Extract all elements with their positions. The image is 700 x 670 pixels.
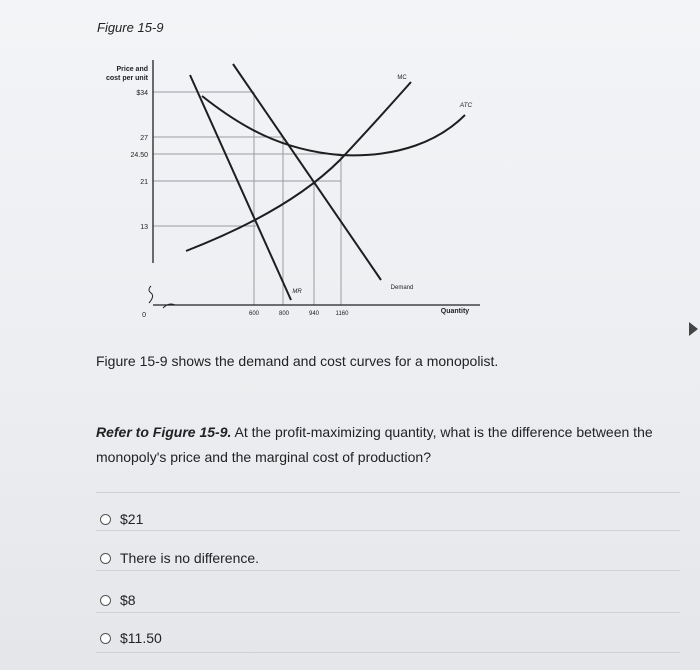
question-reference: Refer to Figure 15-9.	[96, 424, 232, 440]
y-tick-label: 21	[140, 179, 148, 186]
y-axis-label: cost per unit	[105, 75, 148, 82]
option-label: There is no difference.	[120, 550, 260, 566]
x-axis-label: Quantity	[440, 308, 470, 315]
radio-button[interactable]	[100, 595, 111, 606]
axis-break-mark	[149, 286, 153, 303]
y-tick-label: $34	[136, 90, 148, 97]
y-tick-label: 27	[140, 135, 148, 142]
figure-title: Figure 15-9	[97, 20, 164, 35]
answer-option-2[interactable]	[100, 547, 259, 569]
radio-button[interactable]	[100, 553, 111, 564]
mr-curve	[190, 75, 291, 300]
radio-button[interactable]	[100, 514, 111, 525]
y-tick-label: 13	[140, 224, 148, 231]
y-tick-label: 0	[142, 312, 146, 319]
atc-curve	[202, 96, 465, 155]
x-tick-label: 800	[278, 311, 290, 317]
y-tick-label: 24.50	[130, 152, 148, 159]
radio-button[interactable]	[100, 633, 111, 644]
option-label: $21	[120, 511, 144, 527]
mc-label: MC	[397, 75, 407, 81]
mr-label: MR	[292, 289, 302, 295]
answer-option-1[interactable]	[100, 508, 143, 530]
answer-option-3[interactable]	[100, 589, 136, 611]
divider	[96, 492, 680, 493]
option-label: $8	[120, 592, 136, 608]
divider	[96, 612, 680, 613]
mouse-cursor-icon	[689, 322, 698, 336]
demand-label: Demand	[390, 285, 414, 291]
y-axis-label: Price and	[116, 66, 148, 73]
divider	[96, 570, 680, 571]
atc-label: ATC	[459, 102, 473, 109]
figure-caption: Figure 15-9 shows the demand and cost curves for a monopolist.	[96, 353, 499, 369]
x-tick-label: 940	[308, 311, 320, 317]
divider	[96, 652, 680, 653]
x-tick-label: 1160	[335, 311, 349, 317]
question-body: At the profit-maximizing quantity, what is the difference between the monopoly's price and the marginal cost of production?	[96, 424, 653, 465]
question-text	[96, 420, 656, 470]
demand-curve	[233, 64, 381, 280]
x-tick-label: 600	[248, 311, 260, 317]
answer-option-4[interactable]	[100, 627, 162, 649]
divider	[96, 530, 680, 531]
option-label: $11.50	[120, 630, 162, 646]
